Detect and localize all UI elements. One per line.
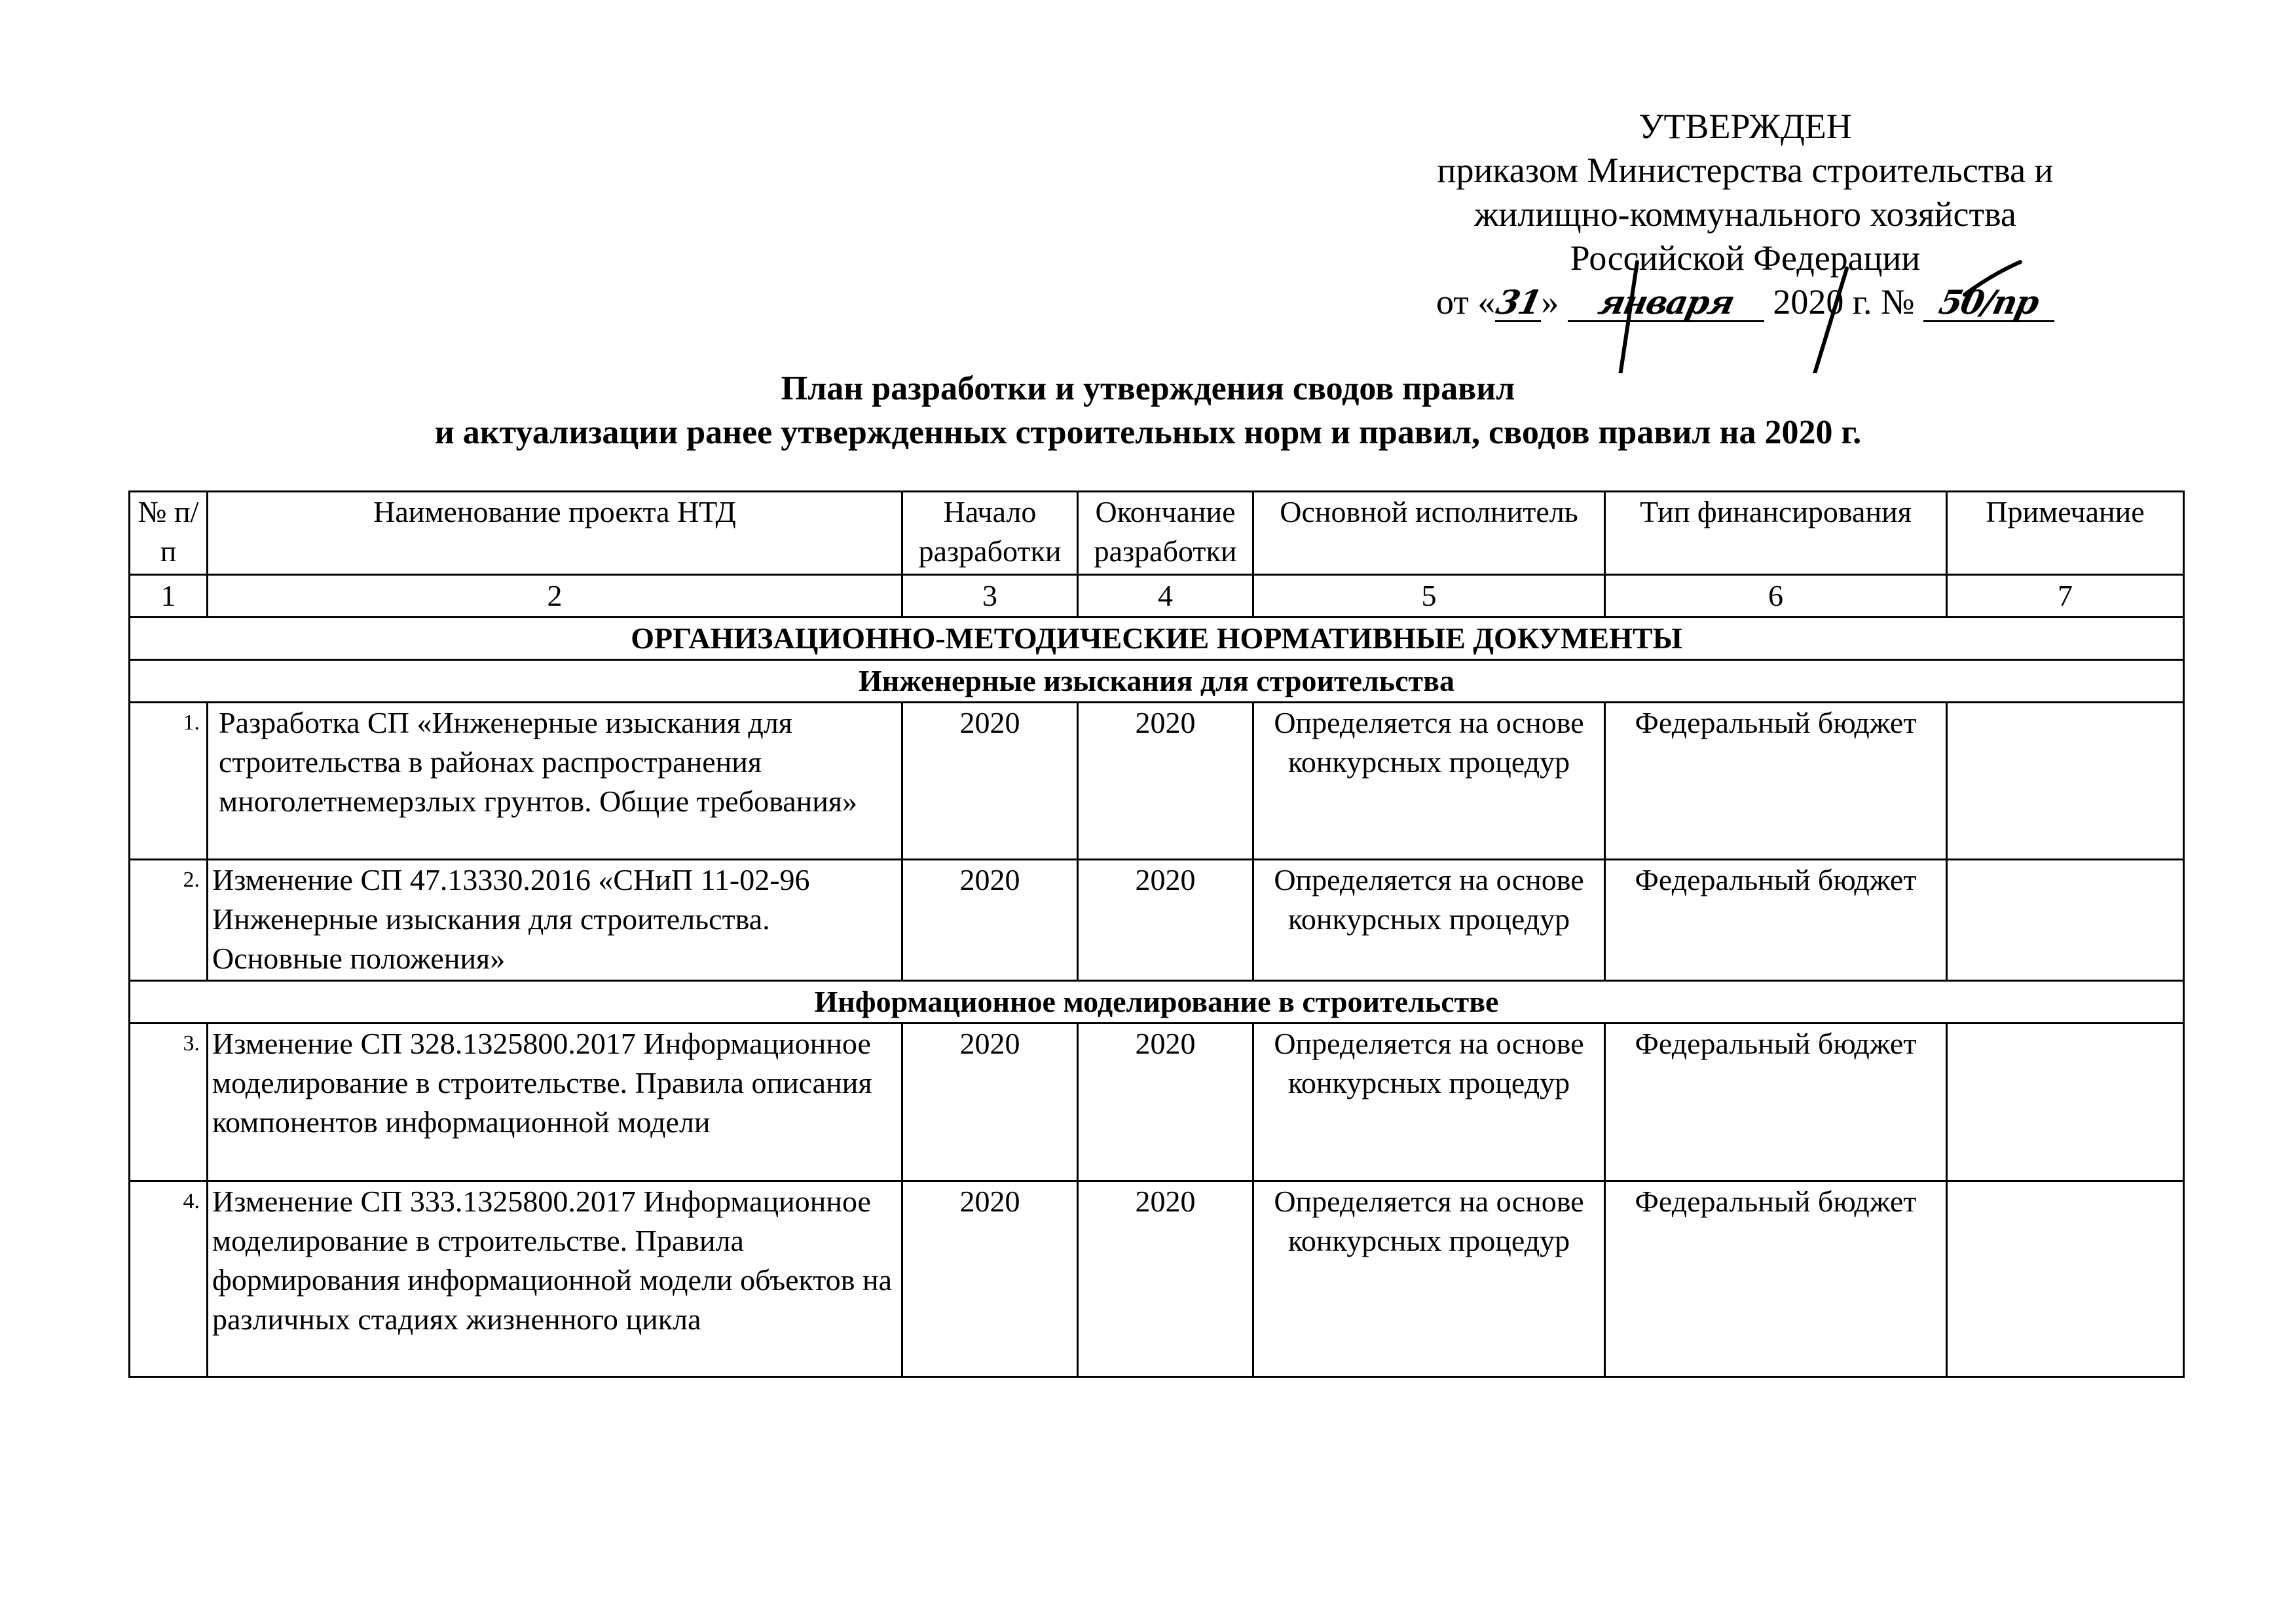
row-name: Разработка СП «Инженерные изыскания для строительства в районах распространения многолетнемерзлых грунтов. Общие требования» xyxy=(208,703,902,860)
header-cell: Наименование проекта НТД xyxy=(208,492,902,575)
row-number: 4. xyxy=(130,1181,208,1377)
row-name: Изменение СП 333.1325800.2017 Информационное моделирование в строительстве. Правила формирования информационной модели объектов на различных стадиях жизненного цикла xyxy=(208,1181,902,1377)
month-blank xyxy=(1568,284,1764,322)
row-note xyxy=(1947,1024,2184,1181)
row-executor: Определяется на основе конкурсных процедур xyxy=(1253,1024,1605,1181)
row-funding: Федеральный бюджет xyxy=(1605,703,1947,860)
plan-table xyxy=(128,490,2185,1378)
date-prefix: от « xyxy=(1436,282,1496,322)
approval-date-line xyxy=(1375,280,2115,324)
date-mid: » xyxy=(1541,282,1559,322)
header-cell: № п/п xyxy=(130,492,208,575)
column-number: 7 xyxy=(1947,575,2184,618)
row-note xyxy=(1947,703,2184,860)
row-number: 3. xyxy=(130,1024,208,1181)
row-end: 2020 xyxy=(1078,703,1253,860)
document-title xyxy=(0,367,2296,454)
group-title: Инженерные изыскания для строительства xyxy=(130,660,2184,703)
row-note xyxy=(1947,1181,2184,1377)
row-executor: Определяется на основе конкурсных процедур xyxy=(1253,703,1605,860)
header-row xyxy=(130,492,2184,575)
row-start: 2020 xyxy=(902,1181,1078,1377)
title-line-2: и актуализации ранее утвержденных строительных норм и правил, сводов правил на 2020 г. xyxy=(434,414,1862,451)
row-funding: Федеральный бюджет xyxy=(1605,1024,1947,1181)
handwritten-month: января xyxy=(1595,283,1737,322)
header-cell: Окончание разработки xyxy=(1078,492,1253,575)
approval-line: приказом Министерства строительства и xyxy=(1437,151,2054,190)
approval-heading: УТВЕРЖДЕН xyxy=(1639,107,1852,146)
header-cell: Основной исполнитель xyxy=(1253,492,1605,575)
row-number: 2. xyxy=(130,860,208,981)
row-start: 2020 xyxy=(902,1024,1078,1181)
day-blank xyxy=(1492,283,1544,322)
table-row xyxy=(130,1024,2184,1181)
approval-block xyxy=(1375,105,2115,324)
column-number: 2 xyxy=(208,575,902,618)
section-title: ОРГАНИЗАЦИОННО-МЕТОДИЧЕСКИЕ НОРМАТИВНЫЕ ДОКУМЕНТЫ xyxy=(130,618,2184,660)
approval-line: Российской Федерации xyxy=(1570,238,1921,278)
section-row xyxy=(130,618,2184,660)
row-name: Изменение СП 328.1325800.2017 Информационное моделирование в строительстве. Правила описания компонентов информационной модели xyxy=(208,1024,902,1181)
approval-line: жилищно-коммунального хозяйства xyxy=(1474,194,2016,234)
row-executor: Определяется на основе конкурсных процедур xyxy=(1253,860,1605,981)
row-end: 2020 xyxy=(1078,1181,1253,1377)
row-number: 1. xyxy=(130,703,208,860)
group-title: Информационное моделирование в строительстве xyxy=(130,981,2184,1024)
row-name: Изменение СП 47.13330.2016 «СНиП 11-02-96 Инженерные изыскания для строительства. Основные положения» xyxy=(208,860,902,981)
column-number: 3 xyxy=(902,575,1078,618)
number-blank xyxy=(1923,284,2054,322)
header-cell: Тип финансирования xyxy=(1605,492,1947,575)
handwritten-day: 31 xyxy=(1492,283,1544,322)
row-start: 2020 xyxy=(902,860,1078,981)
column-number: 4 xyxy=(1078,575,1253,618)
header-cell: Начало разработки xyxy=(902,492,1078,575)
title-line-1: План разработки и утверждения сводов правил xyxy=(781,370,1515,407)
row-funding: Федеральный бюджет xyxy=(1605,860,1947,981)
row-executor: Определяется на основе конкурсных процедур xyxy=(1253,1181,1605,1377)
column-number: 6 xyxy=(1605,575,1947,618)
column-number-row xyxy=(130,575,2184,618)
header-cell: Примечание xyxy=(1947,492,2184,575)
year-text: 2020 г. № xyxy=(1773,282,1915,322)
row-funding: Федеральный бюджет xyxy=(1605,1181,1947,1377)
table-row xyxy=(130,1181,2184,1377)
group-row xyxy=(130,981,2184,1024)
row-end: 2020 xyxy=(1078,860,1253,981)
column-number: 1 xyxy=(130,575,208,618)
row-start: 2020 xyxy=(902,703,1078,860)
row-note xyxy=(1947,860,2184,981)
table-row xyxy=(130,703,2184,860)
handwritten-number: 50/пр xyxy=(1936,283,2042,322)
row-end: 2020 xyxy=(1078,1024,1253,1181)
group-row xyxy=(130,660,2184,703)
table-row xyxy=(130,860,2184,981)
column-number: 5 xyxy=(1253,575,1605,618)
